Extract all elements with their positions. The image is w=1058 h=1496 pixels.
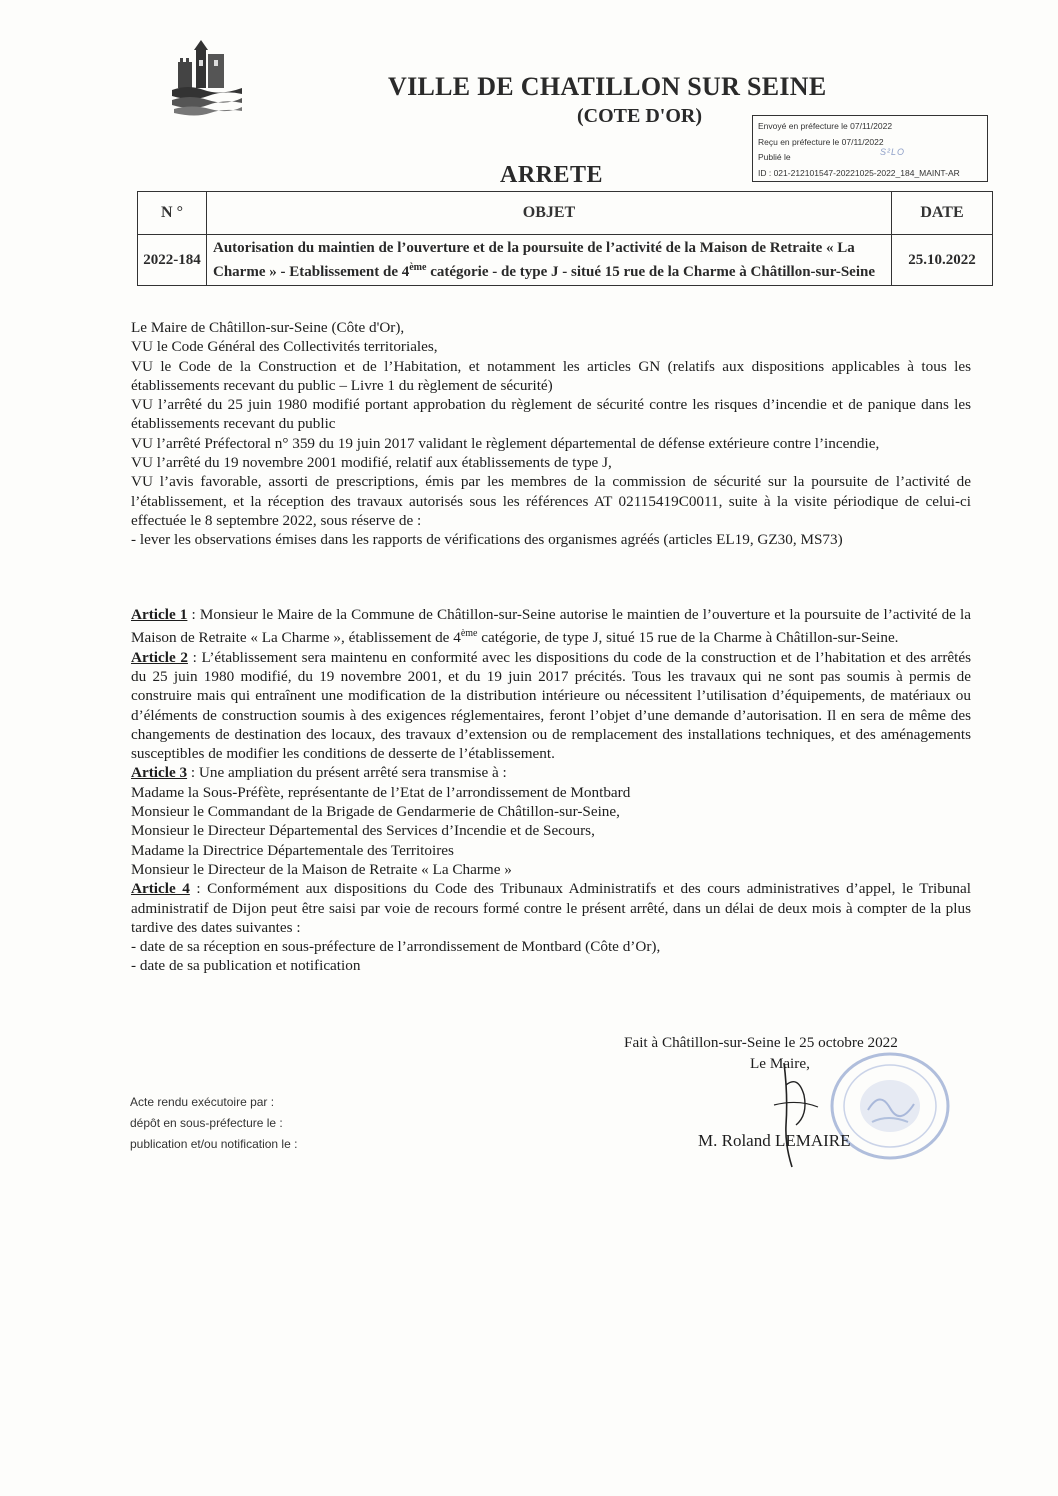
table-row — [138, 235, 993, 286]
arrete-date: 25.10.2022 — [892, 235, 993, 286]
article-1-text-b: catégorie, de type J, situé 15 rue de la Charme à Châtillon-sur-Seine. — [477, 629, 899, 647]
arrete-number: 2022-184 — [138, 235, 207, 286]
preamble-line: VU le Code Général des Collectivités territoriales, — [131, 338, 438, 356]
preamble — [131, 318, 971, 550]
object-text-b: catégorie - de type J - situé 15 rue de la Charme à Châtillon-sur-Seine — [426, 264, 875, 280]
stamp-sent-line: Envoyé en préfecture le 07/11/2022 — [758, 121, 893, 131]
recipient-line: Madame la Sous-Préfète, représentante de l’Etat de l’arrondissement de Montbard — [131, 783, 631, 801]
object-sup: ème — [409, 262, 427, 273]
article-2-text: : L’établissement sera maintenu en conformité avec les dispositions du code de la construction et de l’habitation et des arrêtés du 25 juin 1980 modifié, du 19 novembre 2001, et du 19 juin 2017 précités. Tous les travaux qui ne sont pas soumis à permis de construire mais qui entraînent une modification de la distribution intérieure ou nécessitent l’utilisation d’équipements, de matériaux ou d’éléments de construction soumis à des exigences réglementaires, feront l’objet d’une demande d’autorisation. Il en sera de même des changements de destination des locaux, des travaux d’extension ou de remplacement des installations techniques, et des aménagements susceptibles de modifier les conditions de desserte de l’établissement. — [131, 648, 972, 763]
signatory-name: M. Roland LEMAIRE — [698, 1131, 851, 1150]
article-3-text: : Une ampliation du présent arrêté sera transmise à : — [187, 764, 507, 782]
article-2 — [131, 648, 971, 764]
arrete-object — [207, 235, 892, 286]
article-4-label: Article 4 — [131, 880, 190, 898]
preamble-line: VU l’arrêté du 19 novembre 2001 modifié, relatif aux établissements de type J, — [131, 454, 612, 472]
article-1 — [131, 605, 971, 648]
signature-place-date: Fait à Châtillon-sur-Seine le 25 octobre 2022 — [624, 1034, 898, 1051]
article-1-text-a: : Monsieur le Maire de la Commune de Châtillon-sur-Seine autorise le maintien de l’ouverture et la poursuite de l’activité de la Maison de Retraite « La Charme », établissement de 4 — [131, 606, 972, 647]
city-title: VILLE DE CHATILLON SUR SEINE — [388, 72, 827, 101]
article-2-label: Article 2 — [131, 648, 188, 666]
town-castle-logo-icon — [168, 40, 246, 120]
department-subtitle: (COTE D'OR) — [577, 105, 702, 127]
article-1-label: Article 1 — [131, 606, 188, 623]
article-4 — [131, 879, 971, 937]
header-date: DATE — [892, 192, 993, 235]
article-3-label: Article 3 — [131, 764, 188, 782]
handwritten-signature-icon — [758, 1055, 868, 1175]
document-type-title: ARRETE — [500, 162, 604, 188]
preamble-line: - lever les observations émises dans les rapports de vérifications des organismes agréés (articles EL19, GZ30, MS73) — [131, 531, 843, 549]
slo-mark: S²LO — [880, 147, 906, 157]
header-object: OBJET — [207, 192, 892, 235]
article-1-sup: ème — [460, 628, 478, 640]
object-table — [137, 191, 993, 286]
recipient-line: Madame la Directrice Départementale des Territoires — [131, 841, 454, 859]
recipient-line: Monsieur le Directeur de la Maison de Retraite « La Charme » — [131, 860, 512, 878]
execution-block — [130, 1092, 297, 1155]
table-header-row — [138, 192, 993, 235]
preamble-line: Le Maire de Châtillon-sur-Seine (Côte d'Or), — [131, 319, 405, 336]
preamble-line: VU le Code de la Construction et de l’Habitation, et notamment les articles GN (relatifs aux dispositions applicables à tous les établissements recevant du public – Livre 1 du règlement de sécurité) — [131, 357, 971, 394]
preamble-line: VU l’arrêté du 25 juin 1980 modifié portant approbation du règlement de sécurité contre les risques d’incendie et de panique dans les établissements recevant du public — [131, 396, 971, 433]
appeal-item: - date de sa réception en sous-préfecture de l’arrondissement de Montbard (Côte d’Or), — [131, 938, 661, 956]
stamp-id-line: ID : 021-212101547-20221025-2022_184_MAINT-AR — [758, 167, 960, 178]
prefecture-stamp-box — [752, 115, 988, 182]
recipient-line: Monsieur le Directeur Départemental des Services d’Incendie et de Secours, — [131, 822, 595, 840]
execution-line-3: publication et/ou notification le : — [130, 1137, 298, 1151]
execution-line-1: Acte rendu exécutoire par : — [130, 1095, 275, 1109]
articles — [131, 605, 971, 976]
object-text-a: Autorisation du maintien de l’ouverture et de la poursuite de l’activité de la Maison de Retraite « La Charme » - Etablissement de 4 — [213, 240, 855, 280]
stamp-received-line: Reçu en préfecture le 07/11/2022 — [758, 136, 884, 147]
appeal-item: - date de sa publication et notification — [131, 957, 361, 975]
signature-role: Le Maire, — [750, 1055, 810, 1072]
preamble-line: VU l’avis favorable, assorti de prescriptions, émis par les membres de la commission de sécurité sur la poursuite de l’activité de l’établissement, et la réception des travaux autorisés sous les références AT 02115419C0011, suite à la visite périodique de celui-ci effectuée le 8 septembre 2022, sous réserve de : — [131, 473, 971, 529]
recipient-line: Monsieur le Commandant de la Brigade de Gendarmerie de Châtillon-sur-Seine, — [131, 803, 620, 821]
article-4-text: : Conformément aux dispositions du Code des Tribunaux Administratifs et des cours administratives d’appel, le Tribunal administratif de Dijon peut être saisi par voie de recours formé contre le présent arrêté, dans un délai de deux mois à compter de la plus tardive des dates suivantes : — [131, 880, 971, 936]
stamp-published-line: Publié le — [758, 152, 791, 162]
preamble-line: VU l’arrêté Préfectoral n° 359 du 19 juin 2017 validant le règlement départemental de défense extérieure contre l’incendie, — [131, 434, 880, 452]
header-number: N ° — [138, 192, 207, 235]
article-3 — [131, 763, 971, 782]
execution-line-2: dépôt en sous-préfecture le : — [130, 1116, 283, 1130]
